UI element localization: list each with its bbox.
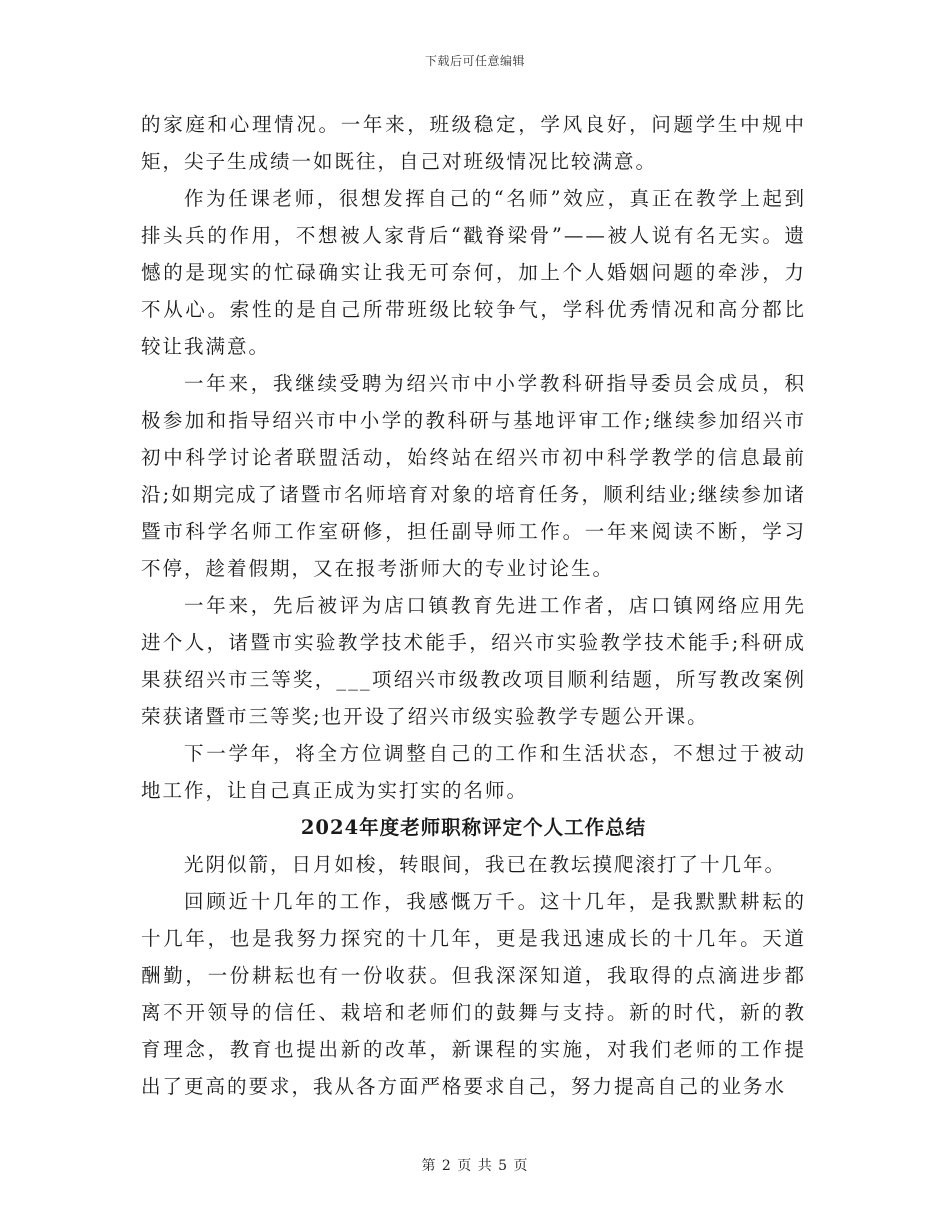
paragraph-1: 的家庭和心理情况。一年来，班级稳定，学风良好，问题学生中规中矩，尖子生成绩一如既往，自己对班级情况比较满意。	[141, 113, 806, 173]
document-body	[141, 106, 806, 1105]
section-paragraph-1: 光阴似箭，日月如梭，转眼间，我已在教坛摸爬滚打了十几年。	[184, 853, 787, 876]
paragraph-5: 下一学年，将全方位调整自己的工作和生活状态，不想过于被动地工作，让自己真正成为实打实的名师。	[141, 742, 806, 802]
page-footer: 第 2 页 共 5 页	[421, 1158, 529, 1174]
paragraph-2: 作为任课老师，很想发挥自己的“名师”效应，真正在教学上起到排头兵的作用，不想被人家背后“戳脊梁骨”——被人说有名无实。遗憾的是现实的忙碌确实让我无可奈何，加上个人婚姻问题的牵涉，力不从心。索性的是自己所带班级比较争气，学科优秀情况和高分都比较让我满意。	[141, 187, 806, 358]
section-paragraph-2: 回顾近十几年的工作，我感慨万千。这十几年，是我默默耕耘的十几年，也是我努力探究的十几年，更是我迅速成长的十几年。天道酬勤，一份耕耘也有一份收获。但我深深知道，我取得的点滴进步都离不开领导的信任、栽培和老师们的鼓舞与支持。新的时代，新的教育理念，教育也提出新的改革，新课程的实施，对我们老师的工作提出了更高的要求，我从各方面严格要求自己，努力提高自己的业务水	[141, 890, 806, 1098]
paragraph-4: 一年来，先后被评为店口镇教育先进工作者，店口镇网络应用先进个人，诸暨市实验教学技术能手，绍兴市实验教学技术能手;科研成果获绍兴市三等奖，___项绍兴市级教改项目顺利结题，所写教改案例荣获诸暨市三等奖;也开设了绍兴市级实验教学专题公开课。	[141, 594, 806, 728]
section-title: 2024年度老师职称评定个人工作总结	[300, 816, 647, 839]
paragraph-3: 一年来，我继续受聘为绍兴市中小学教科研指导委员会成员，积极参加和指导绍兴市中小学的教科研与基地评审工作;继续参加绍兴市初中科学讨论者联盟活动，始终站在绍兴市初中科学教学的信息最前沿;如期完成了诸暨市名师培育对象的培育任务，顺利结业;继续参加诸暨市科学名师工作室研修，担任副导师工作。一年来阅读不断，学习不停，趁着假期，又在报考浙师大的专业讨论生。	[141, 372, 806, 580]
page-header: 下载后可任意编辑	[424, 54, 525, 68]
